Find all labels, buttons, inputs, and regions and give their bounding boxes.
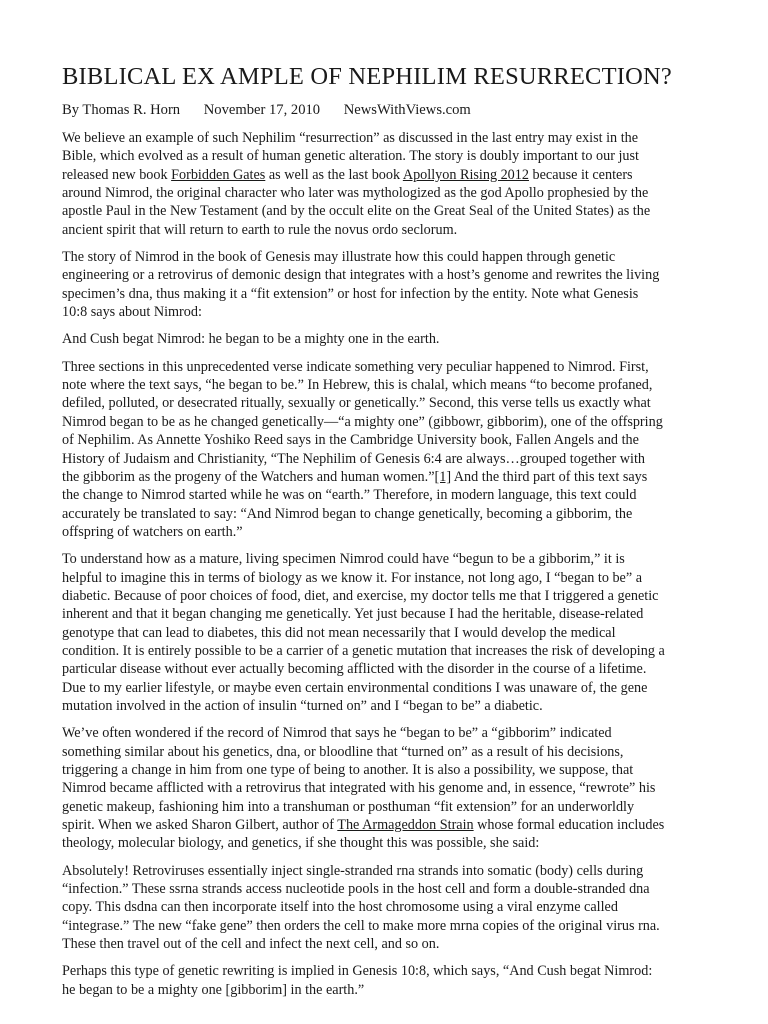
text-line: inherent and that it began changing me genetically. Yet just because I had the heritable, disease-related [62, 606, 644, 623]
byline [62, 100, 706, 120]
paragraph-3 [62, 330, 706, 348]
text-line: the gibborim as the progeny of the Watchers and human women.”[1] And the third part of this text says [62, 468, 648, 485]
text-line: diabetic. Because of poor choices of food, diet, and exercise, my doctor tells me that I triggered a genetic [62, 587, 659, 604]
text-line: “integrase.” The new “fake gene” then orders the cell to make more mrna copies of the original virus rna. [62, 917, 660, 934]
text-line: ancient spirit that will return to earth to rule the novus ordo seclorum. [62, 221, 458, 238]
text-line: condition. It is entirely possible to be a carrier of a genetic mutation that increases the risk of developing a [62, 642, 665, 659]
text-line: specimen’s dna, thus making it a “fit extension” or host for infection by the entity. Note what Genesis [62, 285, 639, 302]
paragraph-7-quote [62, 862, 706, 954]
text-line: We’ve often wondered if the record of Nimrod that says he “began to be” a “gibborim” indicated [62, 725, 612, 742]
text-line: engineering or a retrovirus of demonic design that integrates with a host’s genome and rewrites the living [62, 267, 660, 284]
text-line: Absolutely! Retroviruses essentially inject single-stranded rna strands into somatic (body) cells during [62, 862, 644, 879]
text-line: Perhaps this type of genetic rewriting is implied in Genesis 10:8, which says, “And Cush begat Nimrod: [62, 963, 653, 980]
text-line: theology, molecular biology, and genetics, if she thought this was possible, she said: [62, 835, 540, 852]
book-link-armageddon-strain[interactable]: The Armageddon Strain [337, 817, 474, 834]
text-line: accurately be translated to say: “And Nimrod began to change genetically, becoming a gibborim, the [62, 505, 633, 522]
author: By Thomas R. Horn [62, 102, 181, 118]
paragraph-2 [62, 248, 706, 321]
text-line: Bible, which evolved as a result of human genetic alteration. The story is doubly important to our just [62, 148, 639, 165]
text-line: And Cush begat Nimrod: he began to be a mighty one in the earth. [62, 331, 440, 348]
text-line: defiled, polluted, or desecrated ritually, sexually or genetically.” Second, this verse tells us exactly what [62, 395, 651, 412]
text-line: Three sections in this unprecedented verse indicate something very peculiar happened to Nimrod. First, [62, 358, 649, 375]
text-line: spirit. When we asked Sharon Gilbert, author of The Armageddon Strain whose formal education includes [62, 817, 665, 834]
text-line: the change to Nimrod started while he was on “earth.” Therefore, in modern language, this text could [62, 487, 637, 504]
text-line: triggering a change in him from one type of being to another. It is also a possibility, we suppose, that [62, 762, 634, 778]
article-title: BIBLICAL EX AMPLE OF NEPHILIM RESURRECTION? [62, 63, 672, 90]
source-site: NewsWithViews.com [343, 102, 471, 118]
publish-date: November 17, 2010 [203, 102, 321, 118]
text-line: Due to my earlier lifestyle, or maybe even certain environmental conditions I was unaware of, the gene [62, 679, 648, 696]
text-line: “infection.” These ssrna strands access nucleotide pools in the host cell and form a double-stranded dna [62, 881, 650, 898]
text-line: To understand how as a mature, living specimen Nimrod could have “begun to be a gibborim,” it is [62, 551, 625, 568]
text-line: genotype that can lead to diabetes, this did not mean necessarily that I would develop the medical [62, 624, 616, 641]
text-line: of Nephilim. As Annette Yoshiko Reed says in the Cambridge University book, Fallen Angels and the [62, 432, 639, 449]
text-line: something similar about his genetics, dna, or bloodline that “turned on” as a result of his decisions, [62, 743, 624, 760]
text-line: We believe an example of such Nephilim “resurrection” as discussed in the last entry may exist in the [62, 130, 639, 146]
paragraph-6 [62, 724, 706, 852]
text-line: These then travel out of the cell and infect the next cell, and so on. [62, 936, 440, 953]
text-line: helpful to imagine this in terms of biology as we know it. For instance, not long ago, I “began to be” a [62, 569, 642, 586]
text-line: offspring of watchers on earth.” [62, 523, 243, 540]
footnote-link-1[interactable]: [1] [434, 468, 452, 485]
text-line: particular disease without ever actually becoming afflicted with the disorder in the course of a lifetime. [62, 661, 647, 678]
text-line: apostle Paul in the New Testament (and by the occult elite on the Great Seal of the United States) as the [62, 203, 651, 220]
text-line: he began to be a mighty one [gibborim] in the earth.” [62, 981, 365, 998]
paragraph-4 [62, 358, 706, 541]
text-line: released new book Forbidden Gates as well as the last book Apollyon Rising 2012 because it centers [62, 166, 633, 183]
text-line: The story of Nimrod in the book of Genesis may illustrate how this could happen through genetic [62, 249, 616, 266]
book-link-apollyon-rising[interactable]: Apollyon Rising 2012 [402, 166, 529, 183]
text-line: note where the text says, “he began to be.” In Hebrew, this is chalal, which means “to become profaned, [62, 377, 653, 394]
book-link-forbidden-gates[interactable]: Forbidden Gates [171, 166, 266, 183]
text-line: Nimrod became afflicted with a retrovirus that integrated with his genome and, in essence, “rewrote” his [62, 780, 656, 797]
paragraph-8 [62, 962, 706, 999]
text-line: copy. This dsdna can then incorporate itself into the host chromosome using a viral enzyme called [62, 899, 618, 916]
text-line: 10:8 says about Nimrod: [62, 304, 202, 321]
text-line: around Nimrod, the original character who later was mythologized as the god Apollo prophesied by the [62, 185, 649, 202]
text-line: Nimrod began to be as he changed genetically—“a mighty one” (gibbowr, gibborim), one of the offspring [62, 413, 663, 430]
text-line: genetic makeup, fashioning him into a transhuman or posthuman “fit extension” for an underworldly [62, 798, 635, 815]
paragraph-5 [62, 550, 706, 715]
paragraph-1 [62, 129, 706, 239]
text-line: mutation involved in the action of insulin “turned on” and I “began to be” a diabetic. [62, 697, 543, 714]
text-line: History of Judaism and Christianity, “The Nephilim of Genesis 6:4 are always…grouped together with [62, 450, 646, 467]
